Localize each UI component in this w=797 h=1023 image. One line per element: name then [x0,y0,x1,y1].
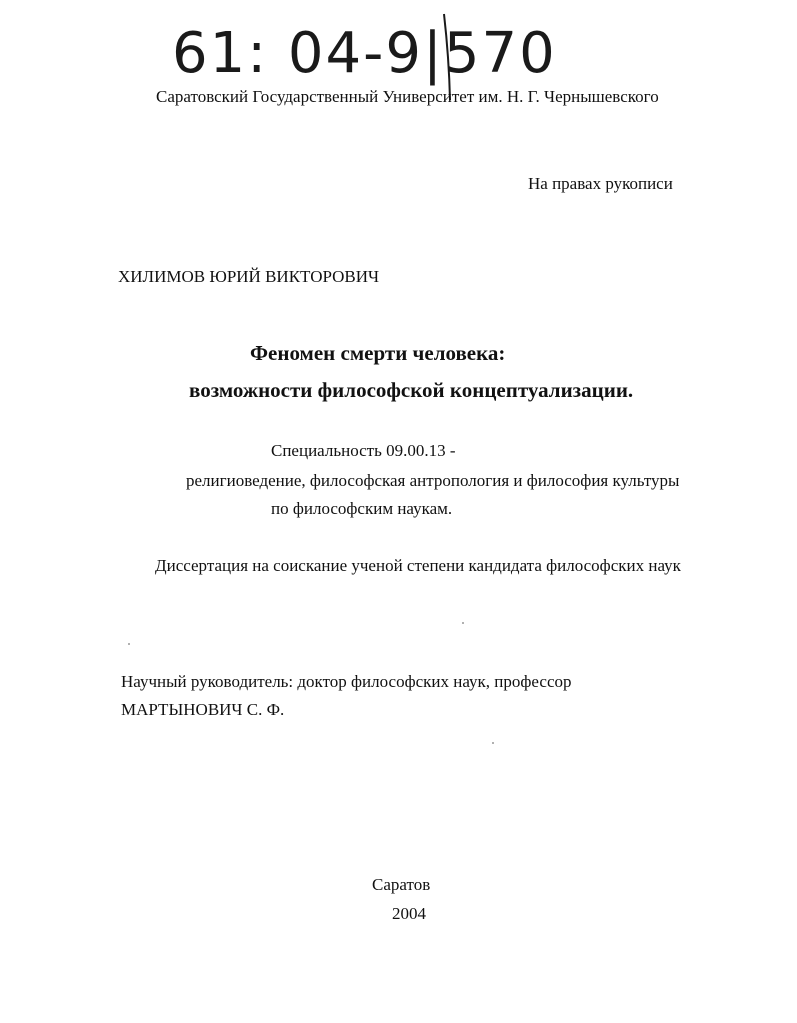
dissertation-note: Диссертация на соискание ученой степени кандидата философских наук [155,556,681,575]
footer-city: Саратов [372,875,431,894]
scan-speck [128,643,130,645]
university-name: Саратовский Государственный Университет им. Н. Г. Чернышевского [156,87,659,106]
scan-speck [492,742,494,744]
title-line-1: Феномен смерти человека: [250,341,506,365]
title-line-2: возможности философской концептуализации. [189,378,634,402]
scan-speck [462,622,464,624]
specialty-line-2: религиоведение, философская антропология и философия культуры [186,471,680,490]
archive-code-text: 61: 04-9|570 [172,21,557,86]
supervisor-line: Научный руководитель: доктор философских наук, профессор [121,672,572,691]
specialty-line-1: Специальность 09.00.13 - [271,441,456,460]
footer-year: 2004 [392,904,426,923]
rights-note: На правах рукописи [528,174,673,193]
author-name: ХИЛИМОВ ЮРИЙ ВИКТОРОВИЧ [118,267,380,286]
supervisor-name: МАРТЫНОВИЧ С. Ф. [121,700,285,719]
specialty-line-3: по философским наукам. [271,499,453,518]
